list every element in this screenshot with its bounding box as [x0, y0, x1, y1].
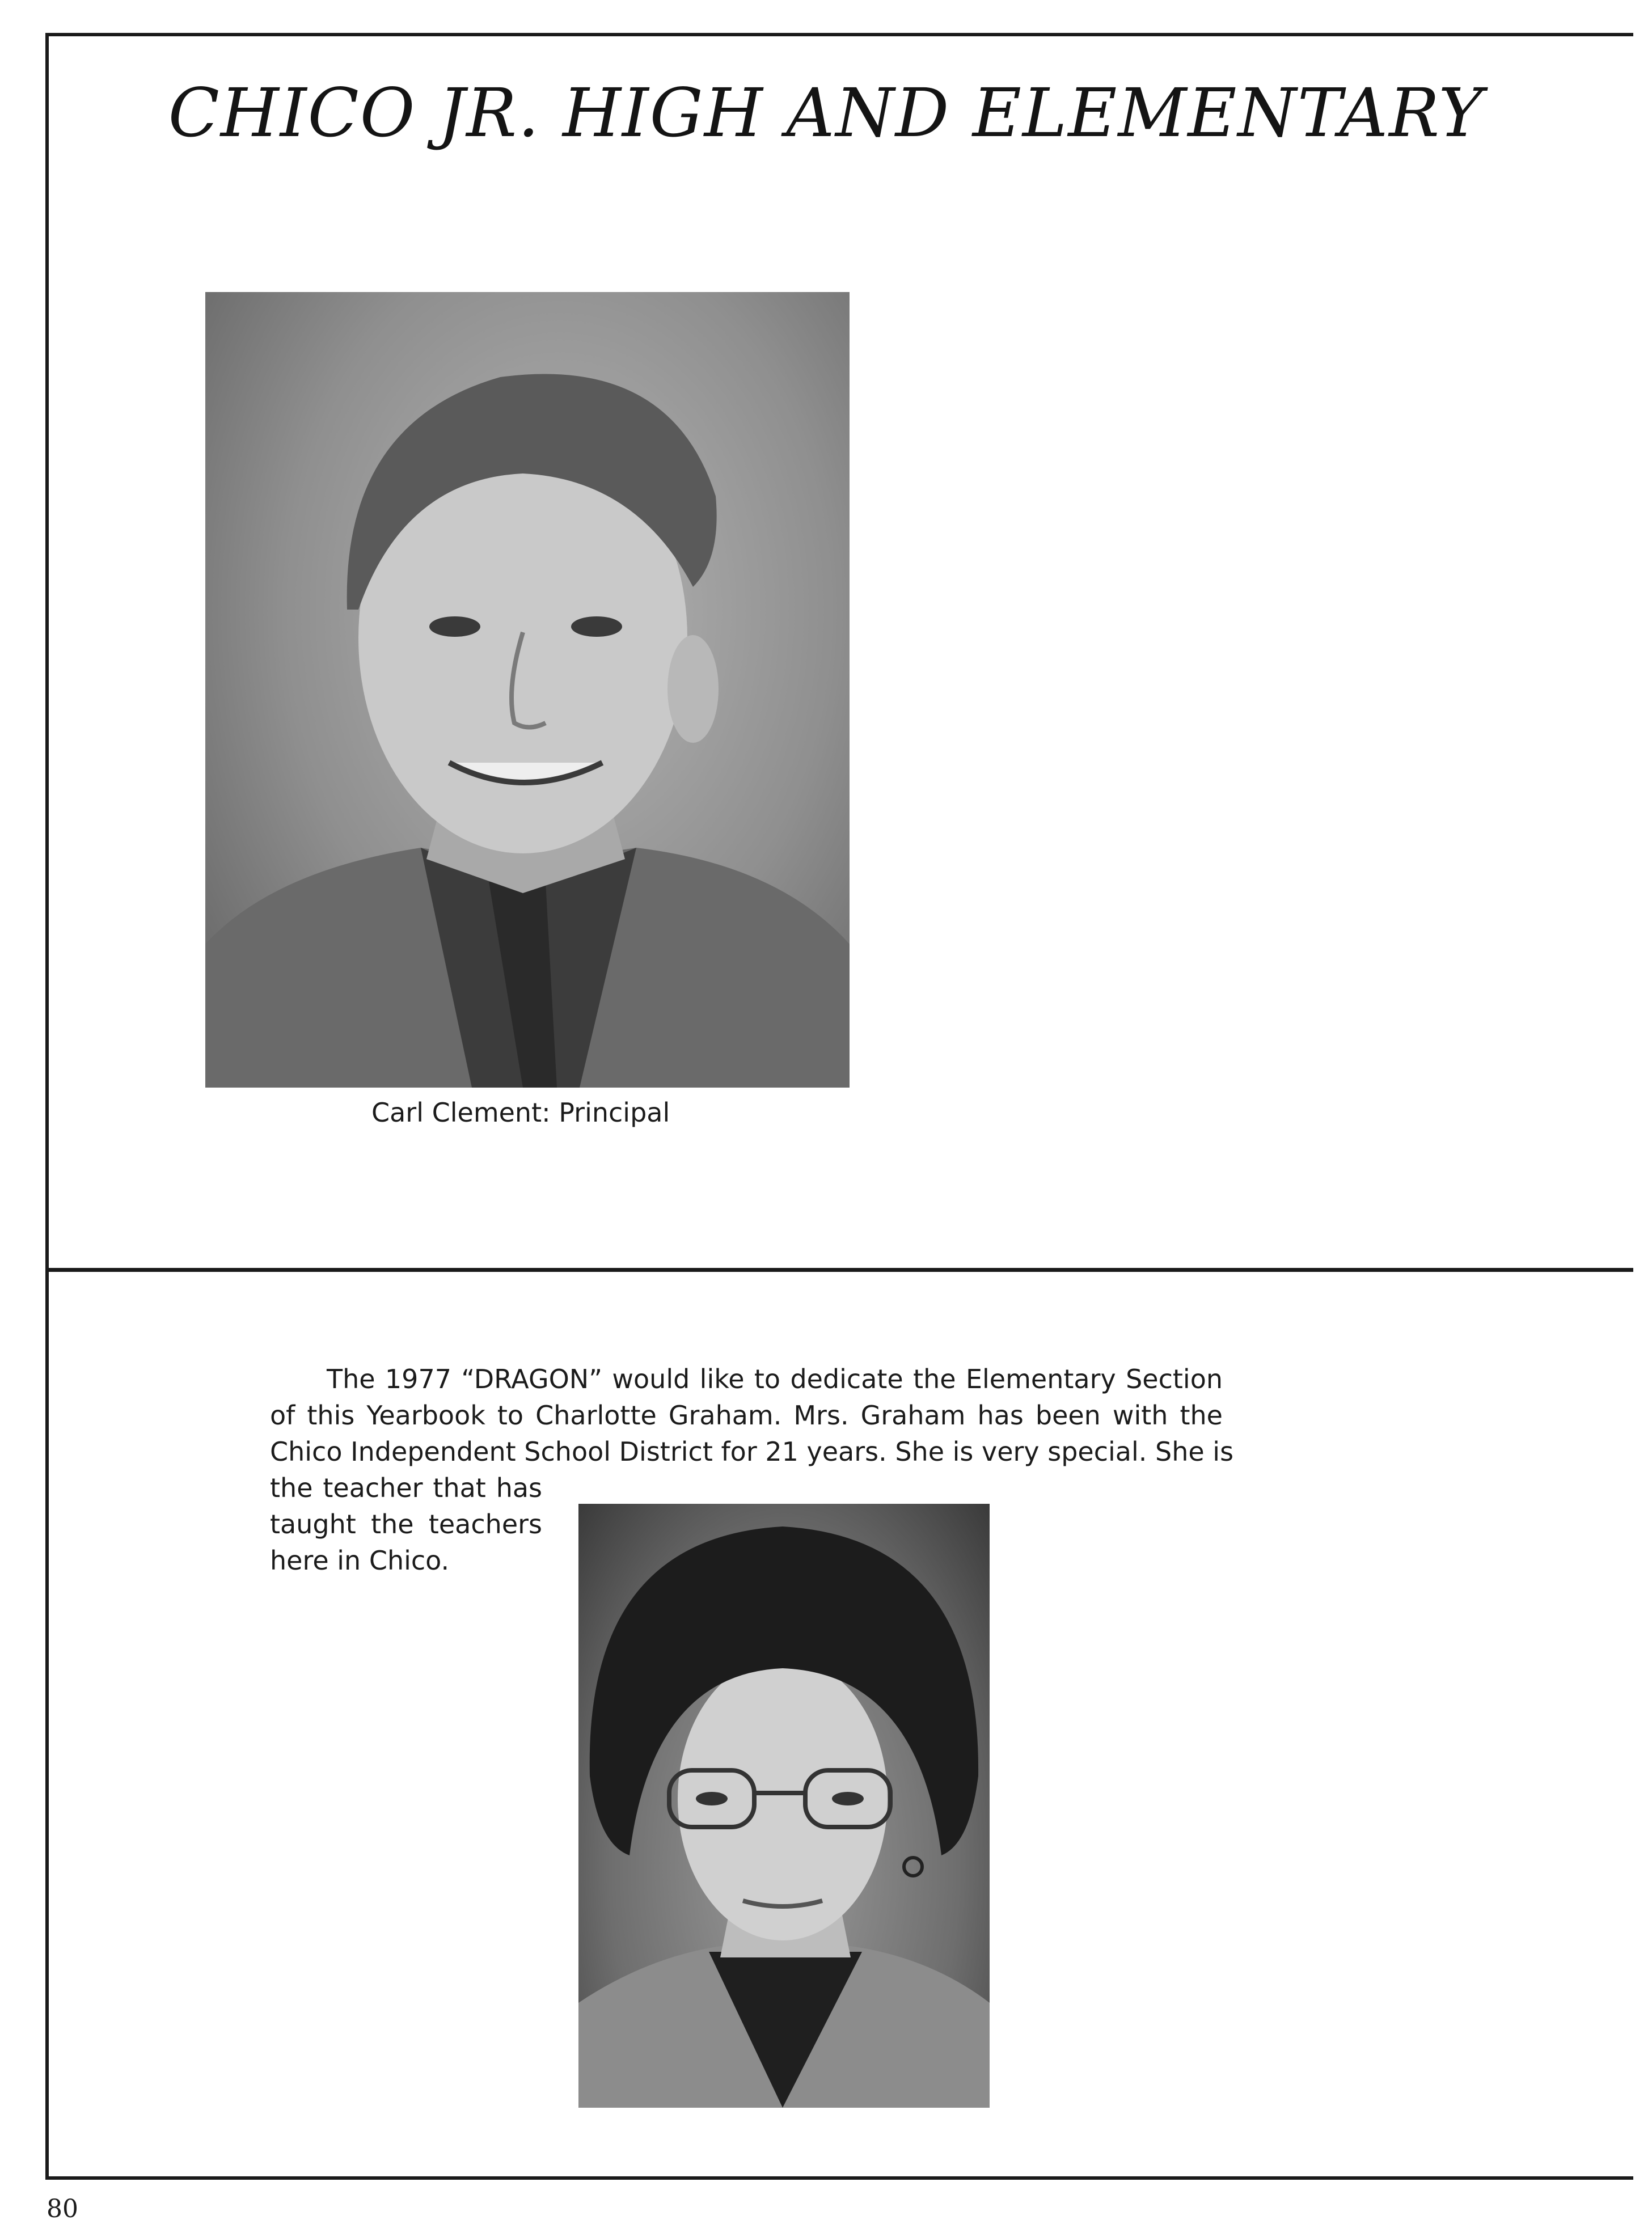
dedication-paragraph [270, 1361, 1234, 1470]
top-border-rule [45, 33, 1633, 36]
dedication-line: here in Chico. [270, 1545, 450, 1576]
dedication-line: Chico Independent School District for 21 years. She is very special. She is [270, 1436, 1234, 1467]
dedication-paragraph-tail [270, 1470, 542, 1579]
bottom-border-rule [45, 2176, 1633, 2180]
dedication-line: the teacher that has [270, 1473, 542, 1503]
principal-caption: Carl Clement: Principal [371, 1097, 670, 1128]
dedication-line: The 1977 “DRAGON” would like to dedicate the Elementary Section [327, 1364, 1223, 1394]
dedication-line: taught the teachers [270, 1509, 542, 1540]
dedication-line: of this Yearbook to Charlotte Graham. Mrs. Graham has been with the [270, 1400, 1223, 1431]
page-number: 80 [47, 2194, 78, 2223]
teacher-photo [578, 1504, 990, 2108]
principal-photo [205, 292, 850, 1088]
left-border-rule [45, 33, 49, 2180]
page-title: CHICO JR. HIGH AND ELEMENTARY [168, 74, 1484, 152]
section-divider-rule [45, 1268, 1633, 1272]
